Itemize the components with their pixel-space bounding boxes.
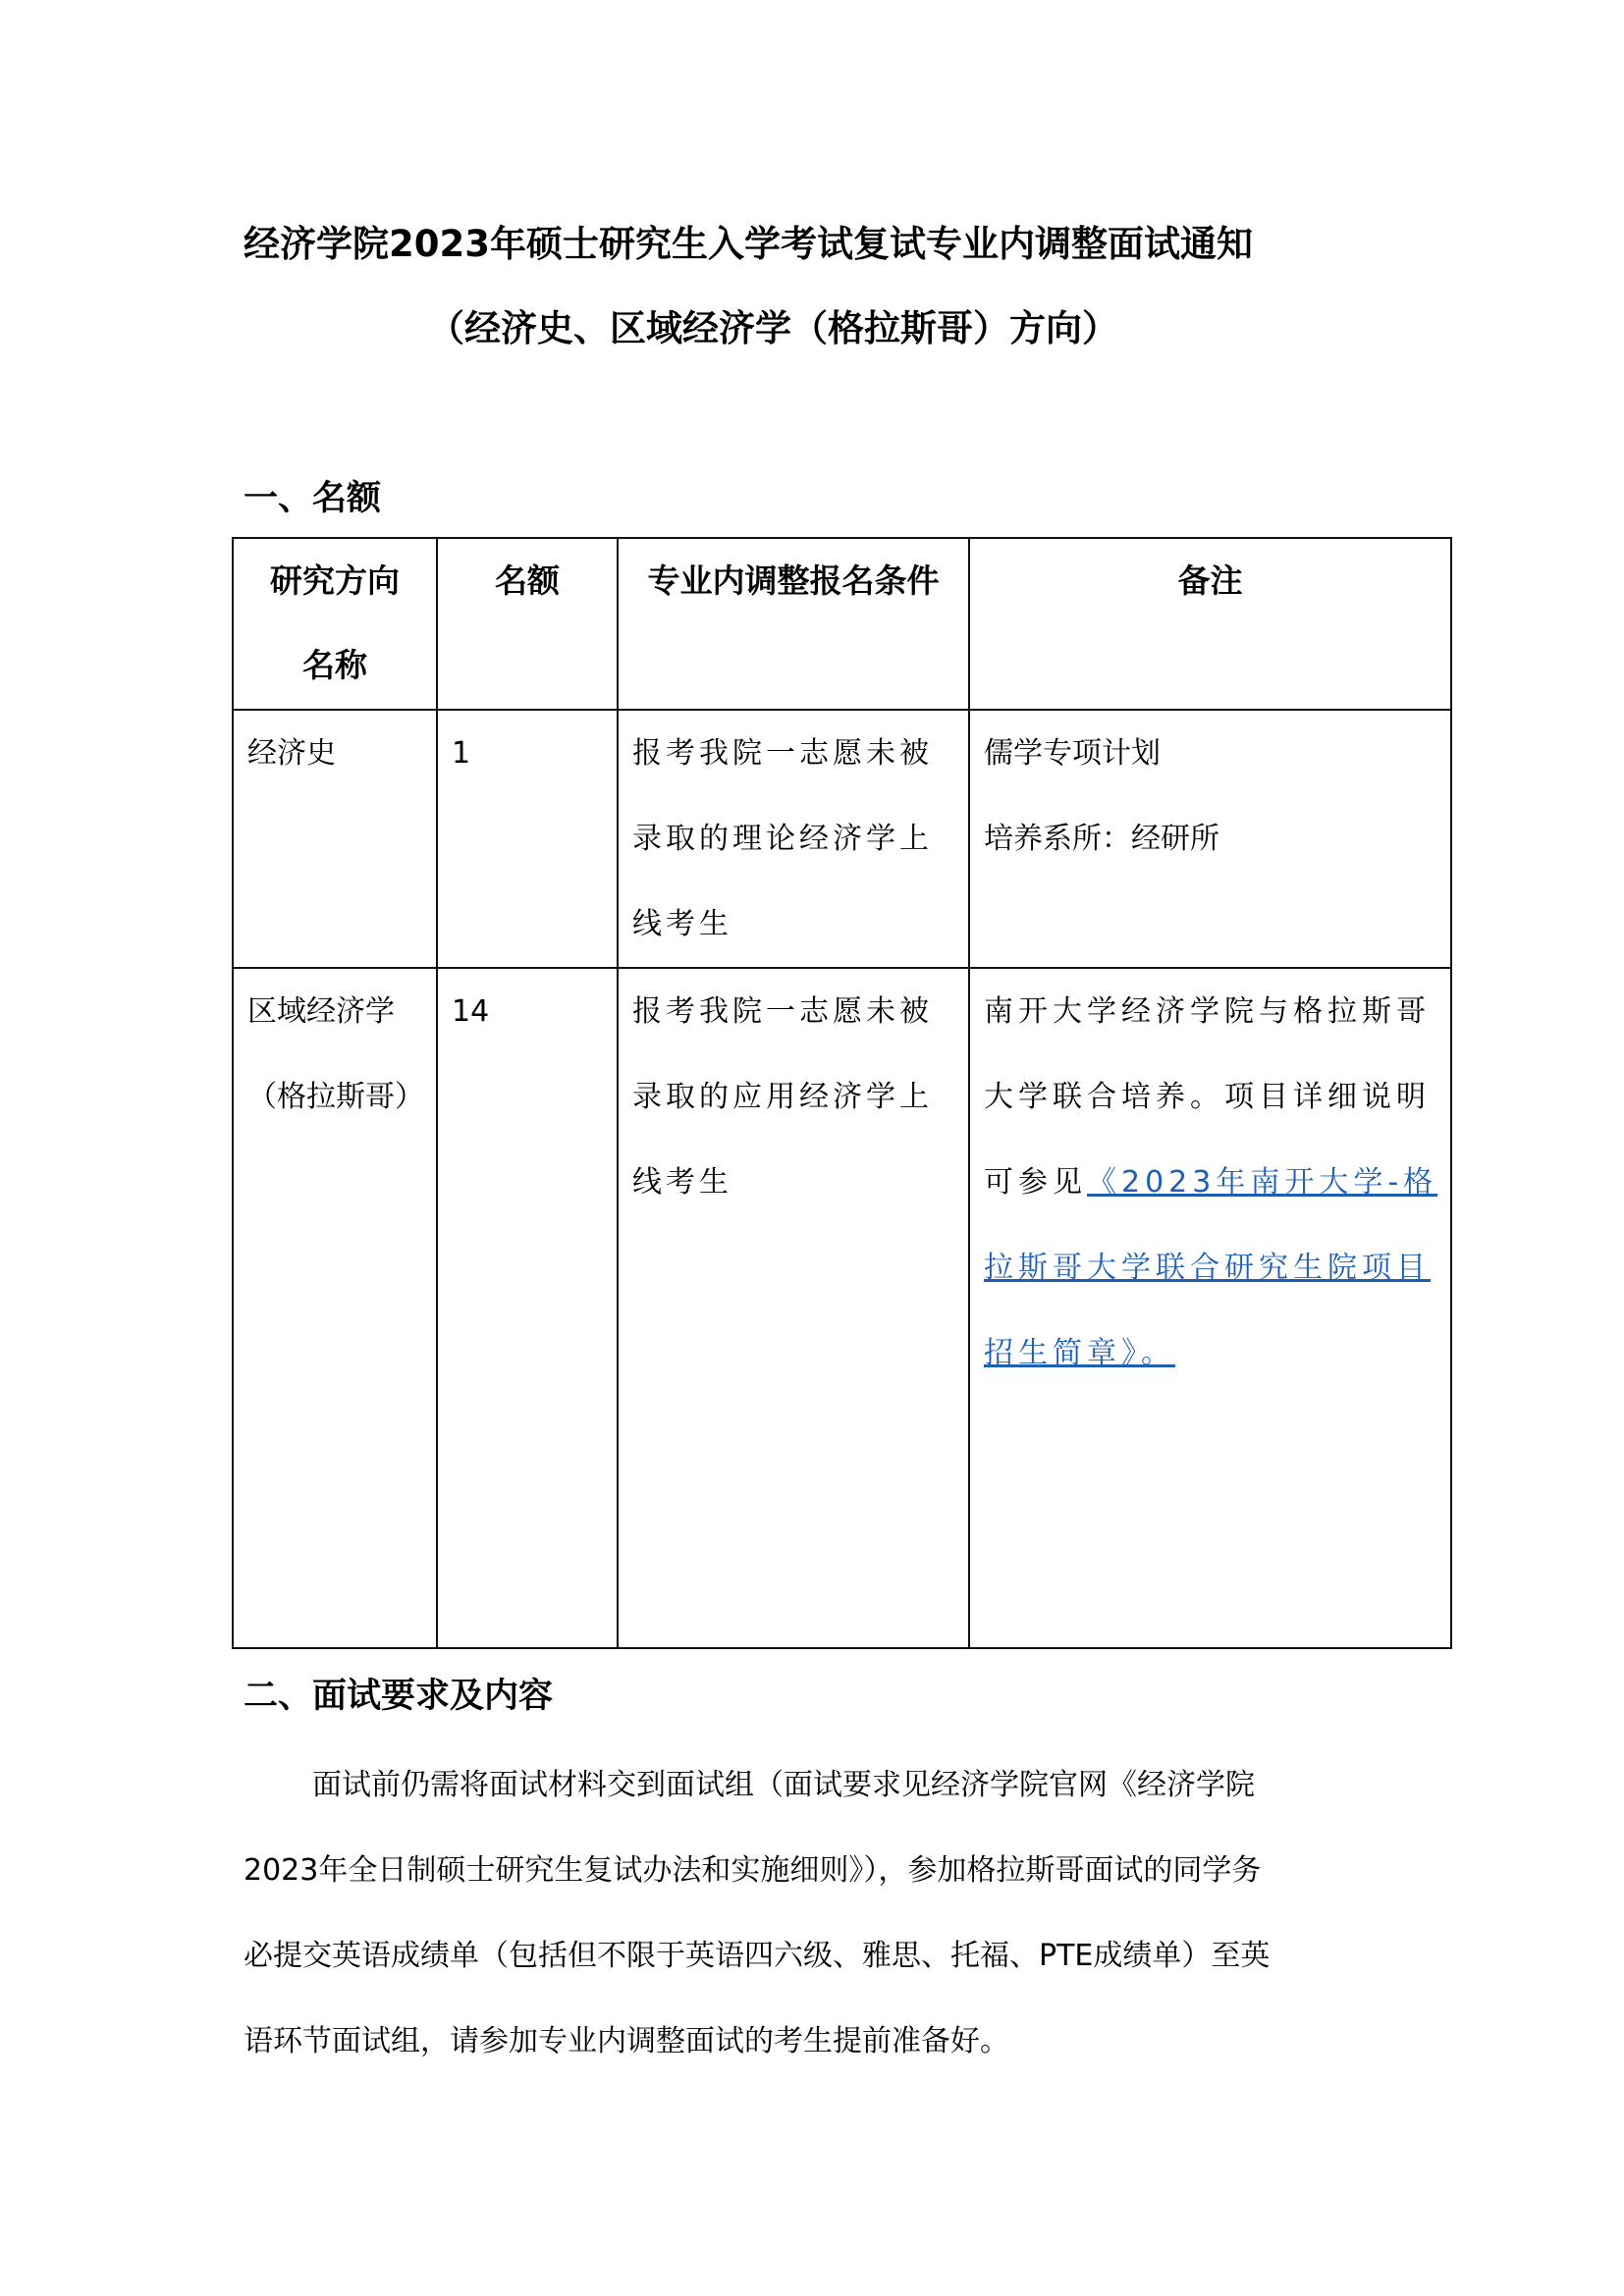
- document-title: 经济学院2023年硕士研究生入学考试复试专业内调整面试通知: [244, 223, 1253, 265]
- cell-condition: 报考我院一志愿未被录取的应用经济学上线考生: [618, 968, 969, 1648]
- cell-note: [969, 710, 1451, 968]
- header-quota-label: 名额: [495, 561, 560, 600]
- cell-condition: 报考我院一志愿未被录取的理论经济学上线考生: [618, 710, 969, 968]
- table-row: [233, 710, 1451, 968]
- header-condition: [618, 538, 969, 710]
- interview-paragraph: [244, 1742, 1392, 2084]
- table-header-row: [233, 538, 1451, 710]
- header-direction: [233, 538, 437, 710]
- quota-table: [232, 537, 1452, 1649]
- note-line: 儒学专项计划: [984, 736, 1161, 771]
- paragraph-line: 语环节面试组，请参加专业内调整面试的考生提前准备好。: [244, 2024, 1009, 2058]
- paragraph-line: 面试前仍需将面试材料交到面试组（面试要求见经济学院官网《经济学院: [312, 1768, 1255, 1802]
- cell-quota: 1: [437, 710, 618, 968]
- brochure-link[interactable]: 《2023年南开大学-格拉斯哥大学联合研究生院项目招生简章》。: [984, 1165, 1438, 1370]
- header-direction-label: 研究方向名称: [270, 561, 400, 684]
- cell-note: [969, 968, 1451, 1648]
- cell-direction: 区域经济学（格拉斯哥）: [233, 968, 437, 1648]
- paragraph-line: 必提交英语成绩单（包括但不限于英语四六级、雅思、托福、PTE成绩单）至英: [244, 1939, 1271, 1973]
- note-line: 培养系所：经研所: [984, 822, 1219, 856]
- note-text: 南开大学经济学院与格拉斯哥大学联合培养。项目详细说明可参见: [984, 994, 1431, 1200]
- header-note: [969, 538, 1451, 710]
- header-note-label: 备注: [1177, 561, 1243, 600]
- header-condition-label: 专业内调整报名条件: [647, 561, 940, 600]
- section-heading-quota: 一、名额: [244, 479, 382, 518]
- paragraph-line: 2023年全日制硕士研究生复试办法和实施细则》），参加格拉斯哥面试的同学务: [244, 1853, 1262, 1888]
- cell-direction: 经济史: [233, 710, 437, 968]
- header-quota: [437, 538, 618, 710]
- table-row: [233, 968, 1451, 1648]
- document-subtitle: （经济史、区域经济学（格拉斯哥）方向）: [428, 307, 1118, 349]
- section-heading-interview: 二、面试要求及内容: [244, 1677, 554, 1716]
- cell-quota: 14: [437, 968, 618, 1648]
